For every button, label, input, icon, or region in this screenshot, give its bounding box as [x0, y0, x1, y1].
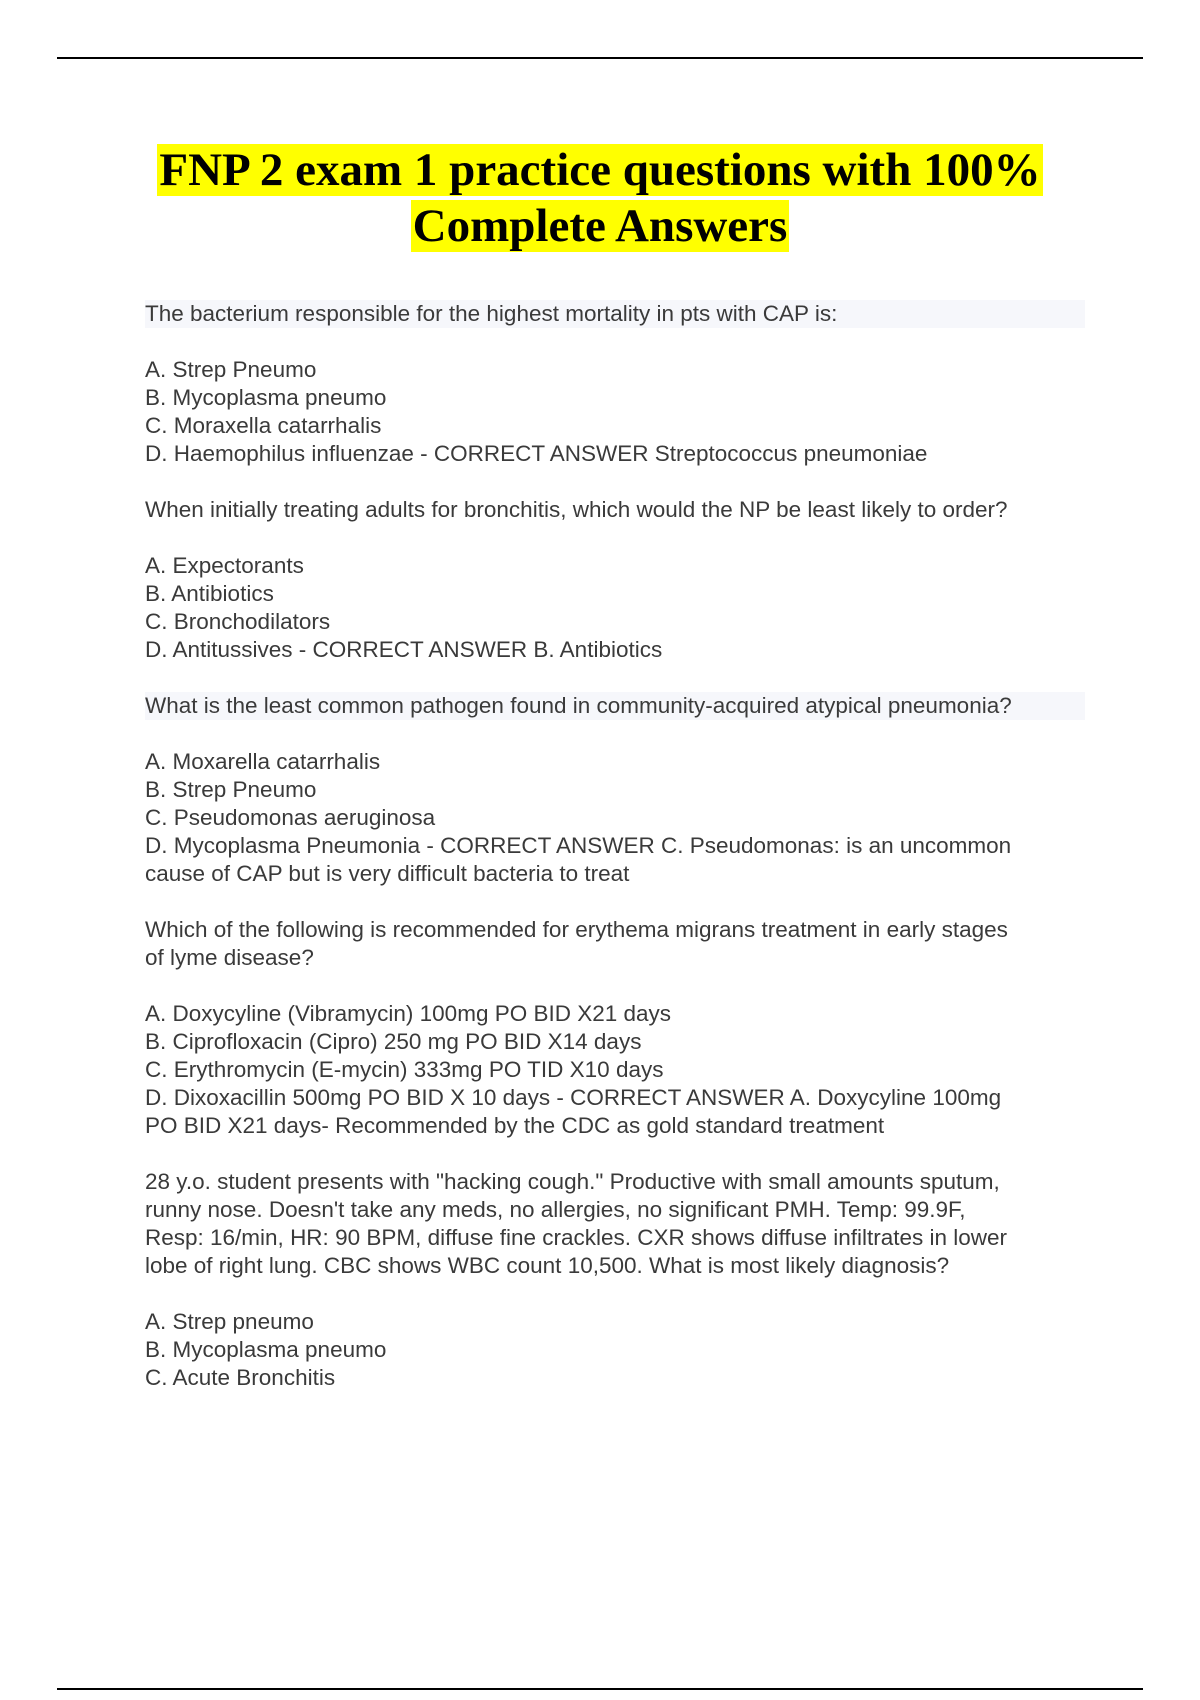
answer-option-continued: PO BID X21 days- Recommended by the CDC as gold standard treatment	[145, 1113, 885, 1138]
question-block	[145, 496, 1085, 664]
answer-option: A. Strep pneumo	[145, 1309, 314, 1334]
stem-line: Resp: 16/min, HR: 90 BPM, diffuse fine crackles. CXR shows diffuse infiltrates in lower	[145, 1225, 1008, 1250]
answer-option: D. Mycoplasma Pneumonia - CORRECT ANSWER C. Pseudomonas: is an uncommon	[145, 833, 1012, 858]
answer-option: B. Strep Pneumo	[145, 777, 317, 802]
stem-line: lobe of right lung. CBC shows WBC count 10,500. What is most likely diagnosis?	[145, 1253, 950, 1278]
question-block	[145, 300, 1085, 468]
question-block	[145, 692, 1085, 888]
question-block	[145, 916, 1085, 1140]
questions-list	[145, 300, 1085, 1420]
stem-line: The bacterium responsible for the highest mortality in pts with CAP is:	[145, 300, 1085, 328]
answer-option: A. Moxarella catarrhalis	[145, 749, 381, 774]
answer-option: C. Erythromycin (E-mycin) 333mg PO TID X10 days	[145, 1057, 664, 1082]
stem-line: of lyme disease?	[145, 945, 314, 970]
answer-option: C. Pseudomonas aeruginosa	[145, 805, 436, 830]
question-stem	[145, 1168, 1085, 1280]
question-stem	[145, 496, 1085, 524]
title-line-2: Complete Answers	[412, 200, 788, 252]
answer-option-continued: cause of CAP but is very difficult bacteria to treat	[145, 861, 630, 886]
question-stem	[145, 916, 1085, 972]
answer-option: C. Moraxella catarrhalis	[145, 413, 382, 438]
answer-option: C. Bronchodilators	[145, 609, 331, 634]
answer-option: D. Haemophilus influenzae - CORRECT ANSWER Streptococcus pneumoniae	[145, 441, 928, 466]
stem-line: runny nose. Doesn't take any meds, no allergies, no significant PMH. Temp: 99.9F,	[145, 1197, 966, 1222]
stem-line: Which of the following is recommended for erythema migrans treatment in early stages	[145, 917, 1008, 942]
top-rule	[57, 57, 1143, 59]
answer-options	[145, 356, 1085, 468]
title-line-1: FNP 2 exam 1 practice questions with 100%	[159, 144, 1041, 196]
answer-options	[145, 748, 1085, 888]
answer-option: A. Expectorants	[145, 553, 304, 578]
answer-options	[145, 1308, 1085, 1392]
stem-line: What is the least common pathogen found in community-acquired atypical pneumonia?	[145, 692, 1085, 720]
question-block	[145, 1168, 1085, 1392]
stem-line: 28 y.o. student presents with "hacking cough." Productive with small amounts sputum,	[145, 1169, 1000, 1194]
question-stem	[145, 300, 1085, 328]
answer-option: C. Acute Bronchitis	[145, 1365, 336, 1390]
document-title	[60, 142, 1140, 254]
bottom-rule	[57, 1688, 1143, 1690]
answer-option: D. Dixoxacillin 500mg PO BID X 10 days - CORRECT ANSWER A. Doxycyline 100mg	[145, 1085, 1002, 1110]
answer-option: B. Ciprofloxacin (Cipro) 250 mg PO BID X14 days	[145, 1029, 642, 1054]
answer-option: A. Doxycyline (Vibramycin) 100mg PO BID X21 days	[145, 1001, 672, 1026]
answer-option: B. Antibiotics	[145, 581, 274, 606]
answer-options	[145, 552, 1085, 664]
answer-option: B. Mycoplasma pneumo	[145, 385, 387, 410]
answer-option: A. Strep Pneumo	[145, 357, 317, 382]
answer-option: D. Antitussives - CORRECT ANSWER B. Antibiotics	[145, 637, 663, 662]
question-stem	[145, 692, 1085, 720]
answer-option: B. Mycoplasma pneumo	[145, 1337, 387, 1362]
stem-line: When initially treating adults for bronchitis, which would the NP be least likely to order?	[145, 497, 1008, 522]
answer-options	[145, 1000, 1085, 1140]
